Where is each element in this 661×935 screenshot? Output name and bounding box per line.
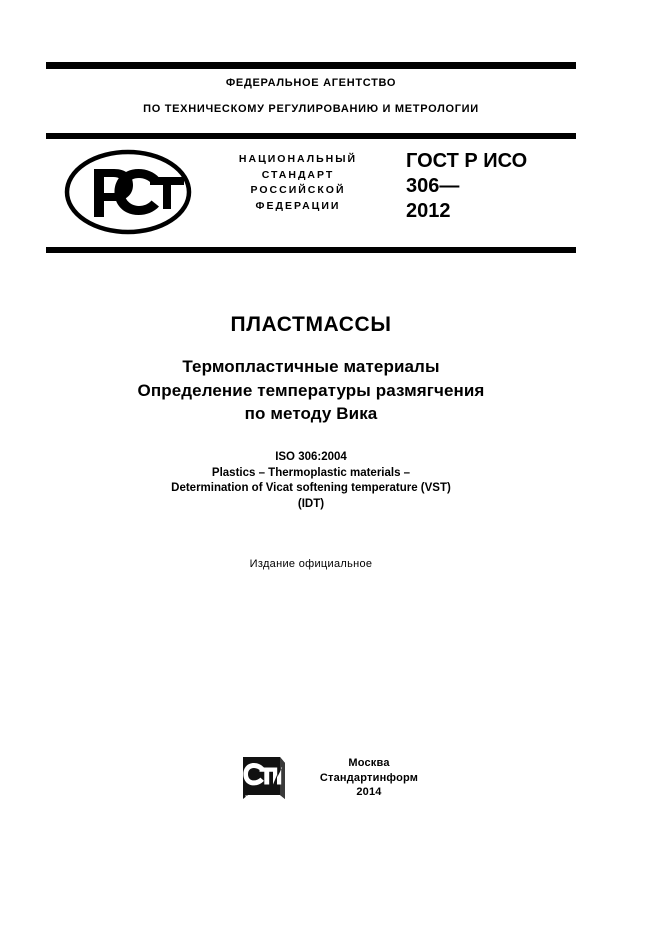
publisher-year: 2014: [356, 786, 382, 798]
publisher-name: Стандартинформ: [319, 771, 419, 784]
standard-words-block: [208, 152, 388, 214]
iso-line-1: ISO 306:2004: [275, 451, 347, 463]
designation-line-2: 306—: [406, 175, 460, 197]
designation-line-3: 2012: [406, 200, 451, 222]
agency-line-1: ФЕДЕРАЛЬНОЕ АГЕНТСТВО: [225, 77, 397, 89]
iso-line-4: (IDT): [297, 497, 325, 510]
standard-word-line-3: РОССИЙСКОЙ: [250, 184, 346, 196]
document-subtitle: [46, 355, 576, 426]
subtitle-line-2: Определение температуры размягчения: [137, 380, 485, 400]
standard-designation: [406, 149, 576, 224]
header-rule-bottom: [46, 247, 576, 253]
publisher-city: Москва: [348, 757, 390, 769]
rst-emblem-icon: [64, 149, 192, 235]
agency-header: [46, 76, 576, 116]
standard-word-line-4: ФЕДЕРАЦИИ: [255, 199, 341, 212]
iso-equivalence-block: [46, 450, 576, 512]
subtitle-line-1: Термопластичные материалы: [182, 357, 440, 376]
publisher-block: [240, 752, 440, 808]
header-rule-top: [46, 62, 576, 69]
standard-word-line-2: СТАНДАРТ: [261, 168, 335, 181]
page-title: ПЛАСТМАССЫ: [230, 313, 392, 336]
subtitle-line-3: по методу Вика: [244, 404, 378, 423]
official-edition-note: Издание официальное: [249, 558, 373, 570]
iso-line-2: Plastics – Thermoplastic materials –: [211, 466, 411, 479]
standartinform-logo-icon: [240, 754, 288, 804]
publisher-text: [298, 756, 440, 800]
agency-line-2: ПО ТЕХНИЧЕСКОМУ РЕГУЛИРОВАНИЮ И МЕТРОЛОГИИ: [143, 103, 479, 115]
iso-line-3: Determination of Vicat softening temperature (VST): [171, 482, 451, 494]
standard-header-band: [46, 139, 576, 247]
document-title-block: [46, 312, 576, 426]
standard-word-line-1: НАЦИОНАЛЬНЫЙ: [238, 153, 358, 165]
designation-line-1: ГОСТ Р ИСО: [406, 150, 528, 172]
